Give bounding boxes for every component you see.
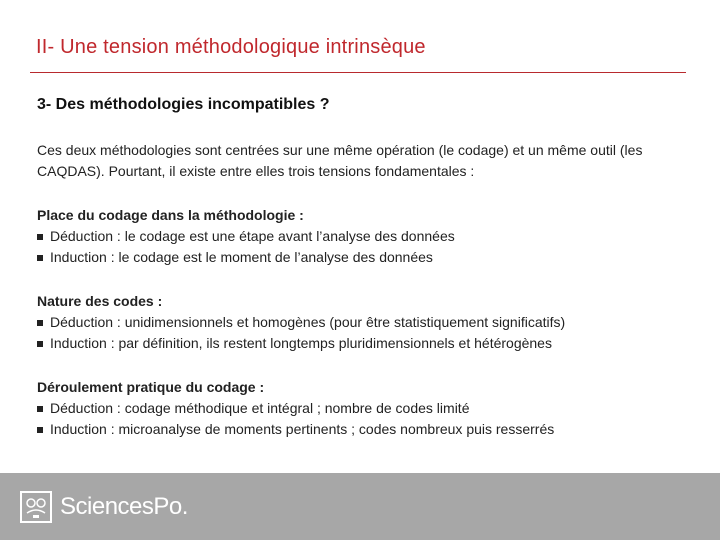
list-item [37, 419, 697, 440]
list-item-text: Induction : par définition, ils restent longtemps pluridimensionnels et hétérogènes [50, 335, 552, 351]
list-item [37, 247, 697, 268]
section-deroulement-pratique [37, 377, 697, 440]
sciences-po-logo [20, 491, 188, 523]
list-item-text: Déduction : codage méthodique et intégral ; nombre de codes limité [50, 400, 470, 416]
section-heading: Déroulement pratique du codage : [37, 379, 265, 395]
page-title: II- Une tension méthodologique intrinsèque [36, 36, 426, 58]
section-heading: Place du codage dans la méthodologie : [37, 207, 304, 223]
list-item-text: Induction : le codage est le moment de l’analyse des données [50, 249, 433, 265]
square-bullet-icon [37, 255, 43, 261]
square-bullet-icon [37, 406, 43, 412]
list-item [37, 226, 697, 247]
list-item [37, 398, 697, 419]
section-nature-des-codes [37, 291, 697, 354]
section-subtitle: 3- Des méthodologies incompatibles ? [37, 96, 330, 113]
square-bullet-icon [37, 234, 43, 240]
square-bullet-icon [37, 341, 43, 347]
logo-wordmark: SciencesPo. [60, 493, 188, 520]
intro-paragraph: Ces deux méthodologies sont centrées sur une même opération (le codage) et un même outil (les CAQDAS). Pourtant, il existe entre elles trois tensions fondamentales : [37, 142, 643, 179]
section-place-du-codage [37, 205, 697, 268]
list-item-text: Déduction : unidimensionnels et homogènes (pour être statistiquement significatifs) [50, 314, 566, 330]
section-heading: Nature des codes : [37, 293, 163, 309]
list-item-text: Déduction : le codage est une étape avant l’analyse des données [50, 228, 455, 244]
square-bullet-icon [37, 320, 43, 326]
list-item-text: Induction : microanalyse de moments pertinents ; codes nombreux puis resserrés [50, 421, 555, 437]
square-bullet-icon [37, 427, 43, 433]
list-item [37, 312, 697, 333]
sciences-po-crest-icon [20, 491, 52, 523]
title-divider [30, 72, 686, 73]
list-item [37, 333, 697, 354]
